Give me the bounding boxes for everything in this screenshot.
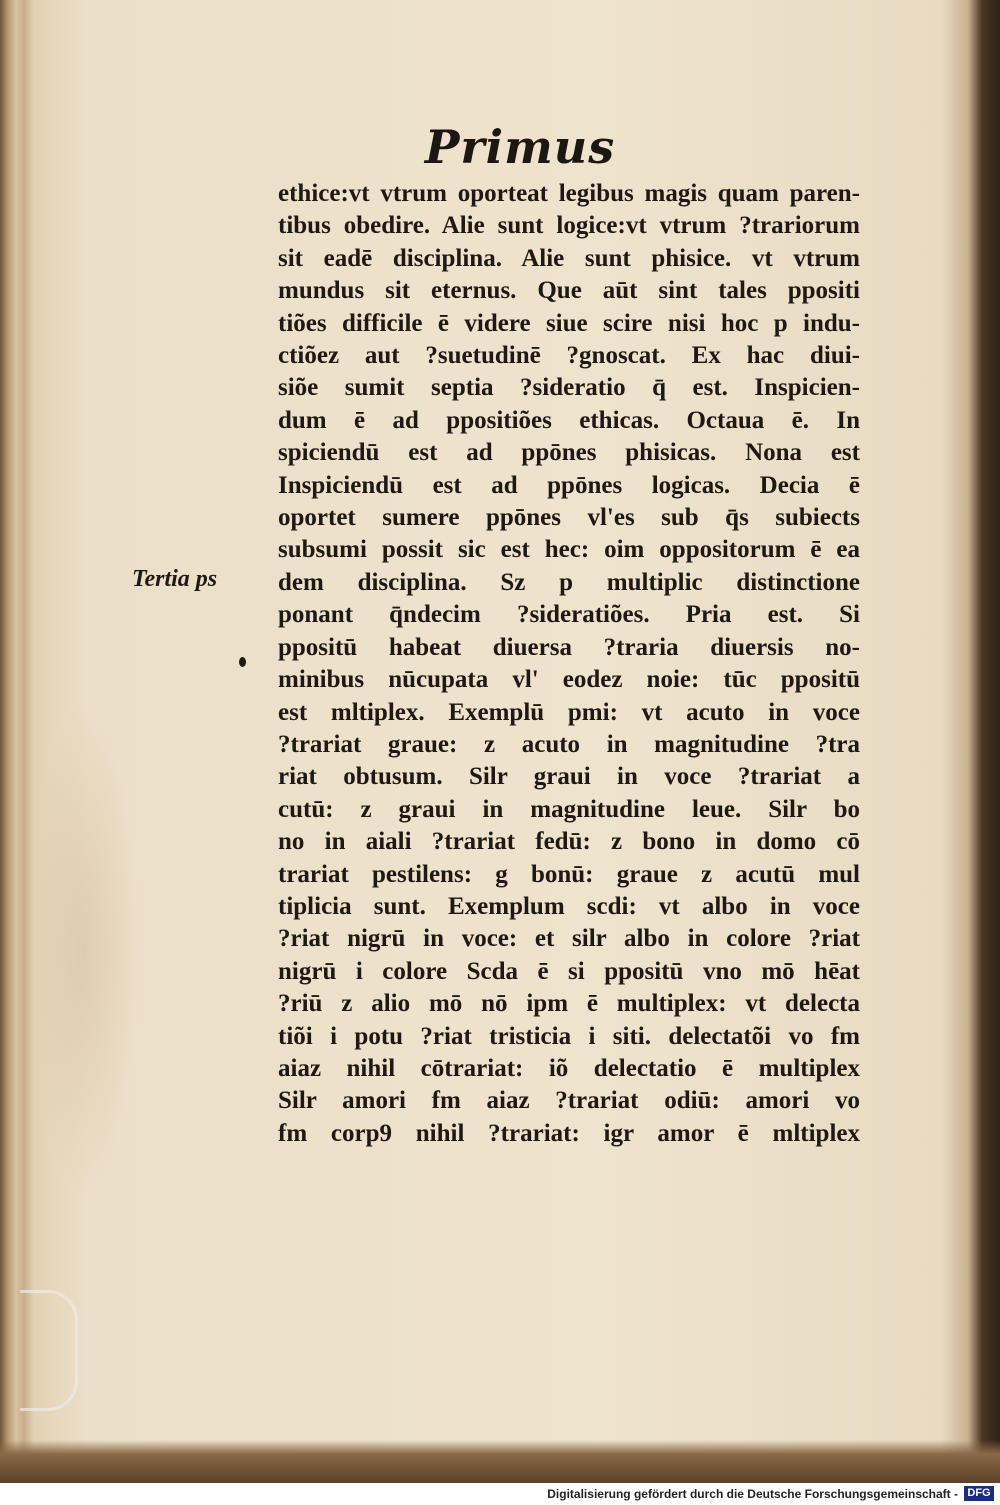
page-clip (20, 1290, 78, 1411)
dfg-logo: DFG (964, 1486, 994, 1501)
footer (0, 1483, 1000, 1505)
text-line: ?riat nigrū in voce: et silr albo in colore ?riat (278, 925, 860, 953)
text-line: no in aiali ?trariat fedū: z bono in domo cō (278, 828, 860, 856)
margin-note: Tertia ps (132, 566, 218, 592)
text-line: Silr amori fm aiaz ?trariat odiū: amori vo (278, 1087, 860, 1115)
text-line: minibus nūcupata vl' eodez noie: tūc ppositū (278, 666, 860, 694)
body-text (278, 178, 860, 1150)
text-line: spiciendū est ad ppōnes phisicas. Nona est (278, 439, 860, 467)
text-line: tiplicia sunt. Exemplum scdi: vt albo in voce (278, 892, 860, 920)
book-edge (0, 1440, 1000, 1483)
text-line: ppositū habeat diuersa ?traria diuersis no- (278, 633, 860, 661)
text-line: tiões difficile ē videre siue scire nisi hoc p indu- (278, 309, 860, 337)
footer-credit: Digitalisierung gefördert durch die Deutsche Forschungsgemeinschaft - (547, 1487, 958, 1501)
text-line: ?riū z alio mō nō ipm ē multiplex: vt delecta (278, 990, 860, 1018)
text-line: ?trariat graue: z acuto in magnitudine ?tra (278, 730, 860, 758)
text-line: aiaz nihil cōtrariat: iõ delectatio ē multiplex (278, 1054, 860, 1082)
text-line: nigrū i colore Scda ē si ppositū vno mō hēat (278, 957, 860, 985)
text-line: tiõi i potu ?riat tristicia i siti. delectatõi vo fm (278, 1022, 860, 1050)
text-line: oportet sumere ppōnes vl'es sub q̄s subiects (278, 504, 860, 532)
text-line: trariat pestilens: g bonū: graue z acutū mul (278, 860, 860, 888)
text-line: mundus sit eternus. Que aūt sint tales ppositi (278, 277, 860, 305)
text-line: dem disciplina. Sz p multiplic distinctione (278, 568, 860, 596)
text-line: subsumi possit sic est hec: oim oppositorum ē ea (278, 536, 860, 564)
text-line: sit eadē disciplina. Alie sunt phisice. vt vtrum (278, 244, 860, 272)
text-line: siõe sumit septia ?sideratio q̄ est. Inspicien- (278, 374, 860, 402)
text-line: cutū: z graui in magnitudine leue. Silr bo (278, 795, 860, 823)
text-line: ctiõez aut ?suetudinē ?gnoscat. Ex hac diui- (278, 342, 860, 370)
text-line: tibus obedire. Alie sunt logice:vt vtrum ?trariorum (278, 212, 860, 240)
text-line: est mltiplex. Exemplū pmi: vt acuto in voce (278, 698, 860, 726)
text-line: fm corp9 nihil ?trariat: igr amor ē mltiplex (278, 1119, 860, 1147)
text-line: riat obtusum. Silr graui in voce ?trariat a (278, 763, 860, 791)
paper-stain (30, 700, 140, 1200)
text-line: ponant q̄ndecim ?sideratiões. Pria est. Si (278, 601, 860, 629)
text-line: Inspiciendū est ad ppōnes logicas. Decia ē (278, 471, 860, 499)
text-line: ethice:vt vtrum oporteat legibus magis quam paren- (278, 180, 860, 207)
running-head: Primus (424, 120, 616, 174)
margin-mark (239, 657, 246, 667)
text-line: dum ē ad ppositiões ethicas. Octaua ē. In (278, 406, 860, 434)
